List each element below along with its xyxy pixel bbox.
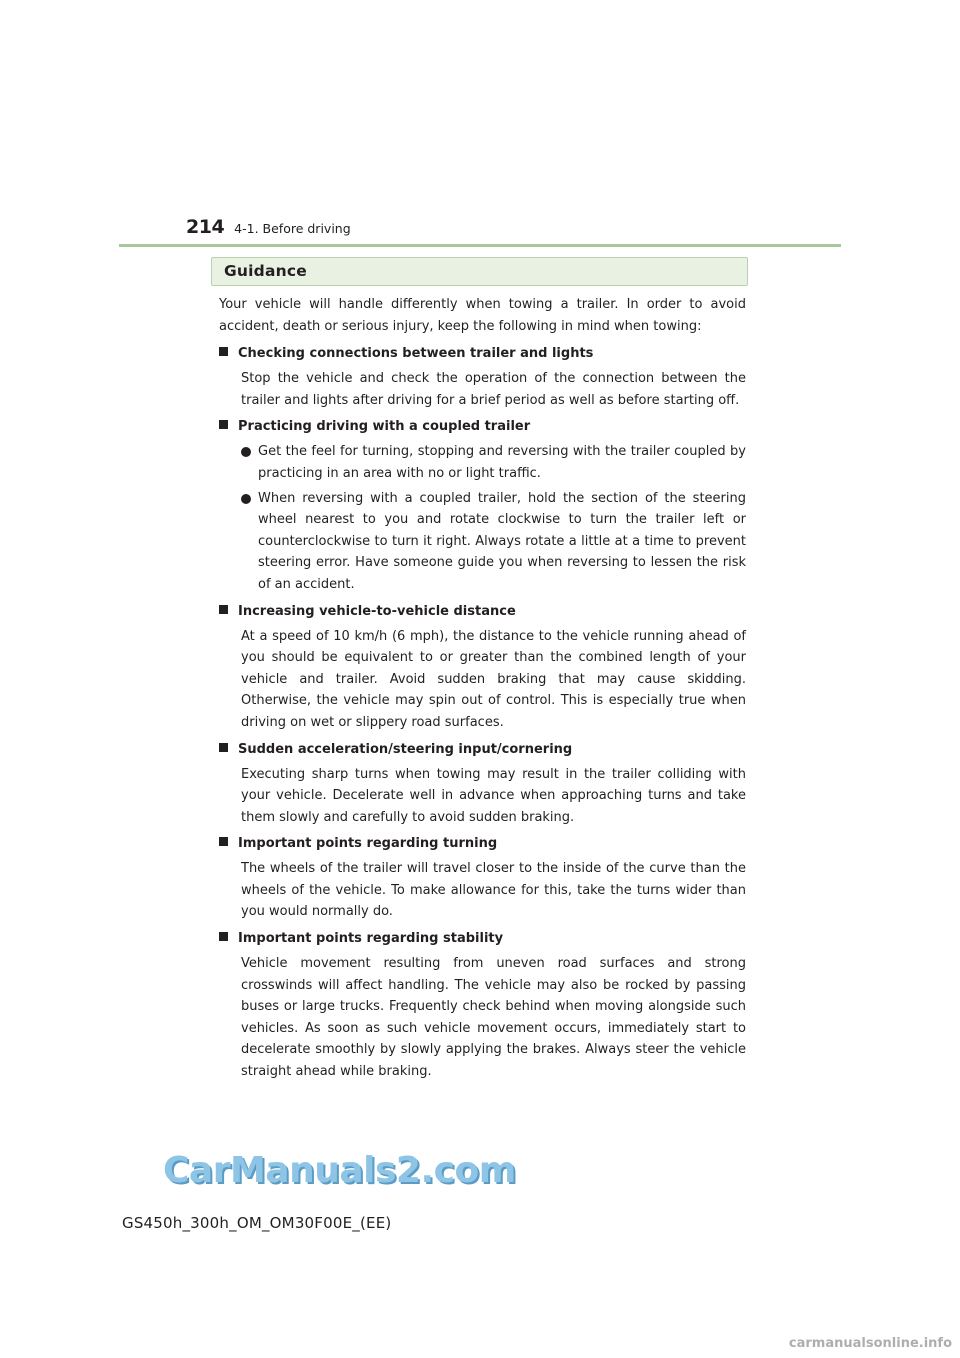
document-code: GS450h_300h_OM_OM30F00E_(EE): [122, 1214, 392, 1232]
guidance-title-box: [211, 257, 748, 286]
site-watermark: carmanualsonline.info: [788, 1336, 952, 1351]
section-title: 4-1. Before driving: [234, 221, 351, 236]
list-item-text: When reversing with a coupled trailer, hold the section of the steering wheel nearest to you and rotate clockwise to turn the trailer left or counterclockwise to turn it right. Always rotate a little at a time to prevent steering error. Have someone guide you when reversing to lessen the risk of an accident.: [258, 490, 746, 592]
section-practicing-driving: [219, 416, 746, 595]
list-item-text: Get the feel for turning, stopping and reversing with the trailer coupled by practicing in an area with no or light traffic.: [258, 444, 746, 481]
intro-paragraph: Your vehicle will handle differently when towing a trailer. In order to avoid accident, death or serious injury, keep the following in mind when towing:: [219, 297, 746, 334]
section-turning: [219, 833, 746, 923]
square-bullet-icon: [219, 932, 228, 941]
list-item: [241, 441, 746, 484]
section-heading: [219, 343, 746, 364]
section-heading-text: Important points regarding stability: [238, 931, 504, 947]
section-heading-text: Important points regarding turning: [238, 836, 498, 852]
list-item: [241, 488, 746, 596]
section-vehicle-distance: [219, 601, 746, 734]
page-header: [186, 216, 351, 240]
square-bullet-icon: [219, 420, 228, 429]
square-bullet-icon: [219, 837, 228, 846]
round-bullet-icon: [241, 447, 251, 457]
square-bullet-icon: [219, 605, 228, 614]
section-heading: [219, 601, 746, 622]
section-heading-text: Increasing vehicle-to-vehicle distance: [238, 603, 516, 619]
section-heading-text: Practicing driving with a coupled trailer: [238, 419, 531, 435]
section-heading: [219, 739, 746, 760]
section-heading-text: Sudden acceleration/steering input/cornering: [238, 741, 573, 757]
guidance-content: [219, 294, 746, 1087]
section-stability: [219, 928, 746, 1083]
square-bullet-icon: [219, 743, 228, 752]
square-bullet-icon: [219, 347, 228, 356]
section-checking-connections: [219, 343, 746, 411]
section-heading: [219, 416, 746, 437]
page-number: 214: [186, 216, 225, 238]
section-body: Vehicle movement resulting from uneven road surfaces and strong crosswinds will affect handling. The vehicle may also be rocked by passing buses or large trucks. Frequently check behind when moving alongside such vehicles. As soon as such vehicle movement occurs, immediately start to decelerate smoothly by slowly applying the brakes. Always steer the vehicle straight ahead while braking.: [241, 956, 746, 1080]
guidance-title: Guidance: [224, 262, 307, 280]
section-heading: [219, 928, 746, 949]
section-heading-text: Checking connections between trailer and lights: [238, 346, 594, 362]
watermark-logo: CarManuals2.com: [163, 1150, 516, 1191]
section-body: At a speed of 10 km/h (6 mph), the distance to the vehicle running ahead of you should be equivalent to or greater than the combined length of your vehicle and trailer. Avoid sudden braking that may cause skidding. Otherwise, the vehicle may spin out of control. This is especially true when driving on wet or slippery road surfaces.: [241, 628, 746, 730]
section-heading: [219, 833, 746, 854]
round-bullet-icon: [241, 494, 251, 504]
section-body: Stop the vehicle and check the operation of the connection between the trailer and lights after driving for a brief period as well as before starting off.: [241, 371, 746, 408]
header-rule: [119, 244, 841, 247]
section-body: Executing sharp turns when towing may result in the trailer colliding with your vehicle. Decelerate well in advance when approaching turns and take them slowly and carefully to avoid sudden braking.: [241, 766, 746, 825]
section-body: The wheels of the trailer will travel closer to the inside of the curve than the wheels of the vehicle. To make allowance for this, take the turns wider than you would normally do.: [241, 861, 746, 920]
section-sudden-acceleration: [219, 739, 746, 829]
